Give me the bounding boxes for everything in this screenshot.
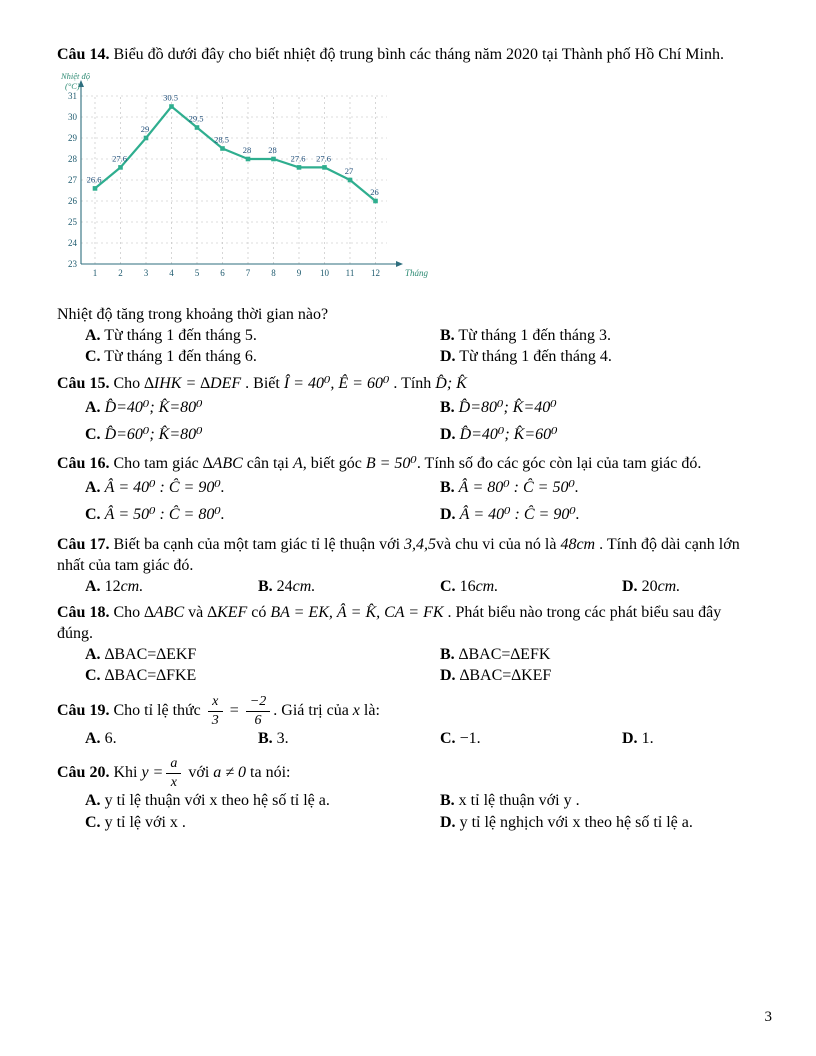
option-text: y tỉ lệ nghịch với x theo hệ số tỉ lệ a. [455,813,693,831]
svg-text:31: 31 [68,91,77,102]
q20-options [57,790,760,832]
fraction-numerator: a [170,756,178,772]
option-label: B. [440,398,455,416]
option-text: Â = 50⁰ : Ĉ = 80⁰. [100,506,225,524]
q14-number: Câu 14. [57,46,110,63]
stem-text: . Phát biểu nào trong các phát biểu sau đây đúng. [57,603,722,642]
q15-option-d [440,421,760,448]
q20-option-b [440,790,760,811]
option-text: x tỉ lệ thuận với y . [454,792,580,810]
stem-text: . Tính [389,374,436,392]
y-axis-title: Nhiệt độ [61,71,91,82]
data-point-marker [246,157,251,162]
q15-option-a [85,394,440,421]
fraction-minus2-over-6 [246,695,270,728]
x-axis-title: Tháng [405,268,429,279]
svg-text:9: 9 [296,268,302,279]
option-label: B. [440,792,455,810]
fraction-a-over-x [166,757,181,790]
option-label: D. [440,425,456,443]
option-text: ∆BAC=∆EFK [454,646,551,664]
q15-options [57,394,760,448]
data-point-label: 27 [344,166,354,177]
math-expression: A [292,455,303,473]
option-text: 1. [637,730,654,748]
q17-option-a [85,576,258,597]
option-label: C. [85,667,101,685]
stem-text: . Giá trị của [273,702,353,720]
option-label: A. [85,398,101,416]
chart-gridlines [68,91,387,278]
stem-text: . Biết [241,374,284,392]
q16-stem [57,453,760,474]
data-point-marker [144,136,149,141]
q19-number: Câu 19. [57,702,110,720]
option-text: D̂=40⁰; K̂=60⁰ [455,425,558,443]
svg-text:1: 1 [92,268,98,279]
q18-option-b [440,644,760,665]
svg-text:7: 7 [245,268,251,279]
fraction-numerator: −2 [249,694,267,710]
data-point-marker [169,104,174,109]
stem-text: và [184,603,208,621]
data-point-marker [373,199,378,204]
option-label: A. [85,646,101,664]
svg-text:25: 25 [68,217,77,228]
q20-option-c [85,812,440,833]
math-expression: D̂; K̂ [435,374,467,392]
data-point-marker [297,165,302,170]
q14-option-c [85,346,440,367]
data-point-marker [195,125,200,130]
option-label: C. [85,425,101,443]
option-label: D. [440,667,456,685]
option-label: D. [440,813,456,831]
chart-axis-titles [60,71,429,278]
option-text: Từ tháng 1 đến tháng 3. [454,327,612,345]
svg-text:28: 28 [68,154,77,165]
q18-option-a [85,644,440,665]
option-label: A. [85,479,101,497]
stem-text: Cho [109,603,145,621]
q19-option-c [440,728,622,749]
q14-options [57,325,760,367]
q19-option-d [622,728,760,749]
stem-text: với [184,764,214,782]
q18-options [57,644,760,686]
option-text: Từ tháng 1 đến tháng 6. [100,348,257,366]
data-point-marker [118,165,123,170]
q18-option-d [440,665,760,686]
option-label: B. [258,577,273,595]
option-unit: cm. [657,577,681,595]
stem-text: . Tính số đo các góc còn lại của tam giác đó. [416,455,702,473]
option-text: D̂=60⁰; K̂=80⁰ [100,425,203,443]
data-point-label: 28 [268,145,277,156]
svg-text:(°C): (°C) [65,81,80,92]
stem-text: . Tính độ dài cạnh lớn nhất của tam giác đó. [57,535,740,574]
q17-options [57,576,760,597]
option-value: 12 [100,577,121,595]
svg-text:24: 24 [68,238,77,249]
stem-text: ta nói: [246,764,291,782]
svg-text:12: 12 [371,268,380,279]
svg-text:23: 23 [68,259,77,270]
stem-text: , biết góc [302,455,366,473]
stem-text: Cho [109,374,145,392]
q16-option-b [440,474,760,501]
data-point-label: 29 [140,124,150,135]
data-point-label: 27.6 [316,153,331,164]
math-expression: ∆IHK = ∆DEF [144,374,242,392]
q19-stem [57,695,760,728]
option-text: 3. [272,730,289,748]
math-expression: ∆ABC [144,603,185,621]
q14-option-a [85,325,440,346]
q14-stem-text: Biểu đồ dưới đây cho biết nhiệt độ trung bình các tháng năm 2020 tại Thành phố Hồ Chí Minh. [109,46,724,63]
fraction-denominator: 6 [246,711,270,728]
q19-option-a [85,728,258,749]
fraction-numerator: x [212,694,219,710]
data-point-label: 27.6 [290,153,306,164]
fraction-denominator: 3 [208,711,223,728]
math-expression: y = [141,764,164,782]
q18-option-c [85,665,440,686]
stem-text: Cho tỉ lệ thức [109,702,205,720]
data-point-marker [220,146,225,151]
option-text: y tỉ lệ với x . [100,813,186,831]
option-label: B. [440,479,455,497]
svg-text:29: 29 [68,133,77,144]
option-label: D. [440,348,456,366]
option-text: ∆BAC=∆FKE [100,667,197,685]
option-unit: cm. [292,577,316,595]
option-label: D. [440,506,456,524]
data-point-marker [93,186,98,191]
option-text: y tỉ lệ thuận với x theo hệ số tỉ lệ a. [100,792,330,810]
option-label: C. [85,348,101,366]
option-text: 6. [100,730,117,748]
option-text: −1. [455,730,481,748]
q20-option-d [440,812,760,833]
option-label: D. [622,577,638,595]
q15-number: Câu 15. [57,374,110,392]
option-label: C. [85,813,101,831]
stem-text: cân tại [242,455,293,473]
data-point-label: 29.5 [188,113,204,124]
q16-option-d [440,501,760,528]
option-label: C. [85,506,101,524]
option-label: D. [622,730,638,748]
stem-text: và chu vi của nó là [436,535,561,553]
option-value: 20 [637,577,658,595]
math-expression: x [352,702,360,720]
q19-option-b [258,728,440,749]
svg-text:3: 3 [143,268,149,279]
option-unit: cm. [475,577,499,595]
data-point-label: 27.6 [112,153,127,164]
q18-number: Câu 18. [57,603,110,621]
q14-option-d [440,346,760,367]
q19-options [57,728,760,749]
stem-text: là: [359,702,380,720]
option-text: ∆BAC=∆EKF [100,646,197,664]
option-unit: cm. [120,577,144,595]
math-expression: Î = 40⁰, Ê = 60⁰ [283,374,390,392]
svg-text:26: 26 [68,196,77,207]
q17-option-d [622,576,760,597]
option-text: Từ tháng 1 đến tháng 4. [455,348,612,366]
page-number: 3 [764,1009,772,1026]
data-point-label: 28.5 [214,134,229,145]
svg-text:6: 6 [220,268,225,279]
svg-text:2: 2 [118,268,123,279]
q17-option-b [258,576,440,597]
q20-option-a [85,790,440,811]
math-expression: BA = EK, Â = K̂, CA = FK [270,603,444,621]
option-value: 16 [455,577,476,595]
math-expression: ∆ABC [202,455,243,473]
svg-text:5: 5 [194,268,200,279]
math-expression: B = 50⁰ [365,455,417,473]
option-text: ∆BAC=∆KEF [455,667,552,685]
q17-stem [57,534,760,576]
option-label: A. [85,577,101,595]
temperature-series [87,93,379,204]
option-label: B. [440,646,455,664]
q20-number: Câu 20. [57,764,110,782]
option-text: D̂=40⁰; K̂=80⁰ [100,398,203,416]
temperature-line-chart [57,68,449,286]
svg-text:8: 8 [271,268,276,279]
q17-option-c [440,576,622,597]
math-expression: 3,4,5 [404,535,437,553]
math-expression: a ≠ 0 [213,764,247,782]
option-text: Â = 40⁰ : Ĉ = 90⁰. [455,506,580,524]
fraction-denominator: x [166,773,181,790]
q16-number: Câu 16. [57,455,110,473]
q20-stem [57,757,760,790]
data-point-marker [322,165,327,170]
data-point-marker [348,178,353,183]
fraction-x-over-3 [208,695,223,728]
q15-option-b [440,394,760,421]
q15-option-c [85,421,440,448]
temperature-chart [57,68,760,292]
data-point-label: 28 [242,145,252,156]
stem-text: Cho tam giác [109,455,203,473]
math-expression: ∆KEF [207,603,248,621]
equals-sign: = [225,702,243,720]
q14-option-b [440,325,760,346]
data-point-label: 26.6 [86,174,102,185]
option-label: C. [440,730,456,748]
data-point-label: 26 [370,187,379,198]
svg-text:11: 11 [345,268,355,279]
q16-option-c [85,501,440,528]
q18-stem [57,602,760,644]
data-point-label: 30.5 [163,92,178,103]
option-label: B. [440,327,455,345]
svg-text:10: 10 [320,268,329,279]
chart-axes [78,80,403,267]
stem-text: Biết ba cạnh của một tam giác tỉ lệ thuận với [109,535,405,553]
q15-stem [57,373,760,394]
q16-option-a [85,474,440,501]
option-label: A. [85,730,101,748]
q14-stem [57,44,760,65]
option-label: C. [440,577,456,595]
data-point-marker [271,157,276,162]
option-value: 24 [272,577,293,595]
svg-text:30: 30 [68,112,77,123]
option-label: A. [85,792,101,810]
option-label: A. [85,327,101,345]
math-expression: 48cm [560,535,596,553]
option-text: D̂=80⁰; K̂=40⁰ [454,398,557,416]
option-text: Từ tháng 1 đến tháng 5. [100,327,257,345]
option-text: Â = 40⁰ : Ĉ = 90⁰. [100,479,225,497]
option-text: Â = 80⁰ : Ĉ = 50⁰. [454,479,579,497]
q17-number: Câu 17. [57,535,110,553]
svg-text:27: 27 [68,175,77,186]
svg-text:4: 4 [169,268,174,279]
stem-text: Khi [109,764,142,782]
option-label: B. [258,730,273,748]
stem-text: có [247,603,271,621]
q16-options [57,474,760,528]
q14-question: Nhiệt độ tăng trong khoảng thời gian nào? [57,306,329,324]
